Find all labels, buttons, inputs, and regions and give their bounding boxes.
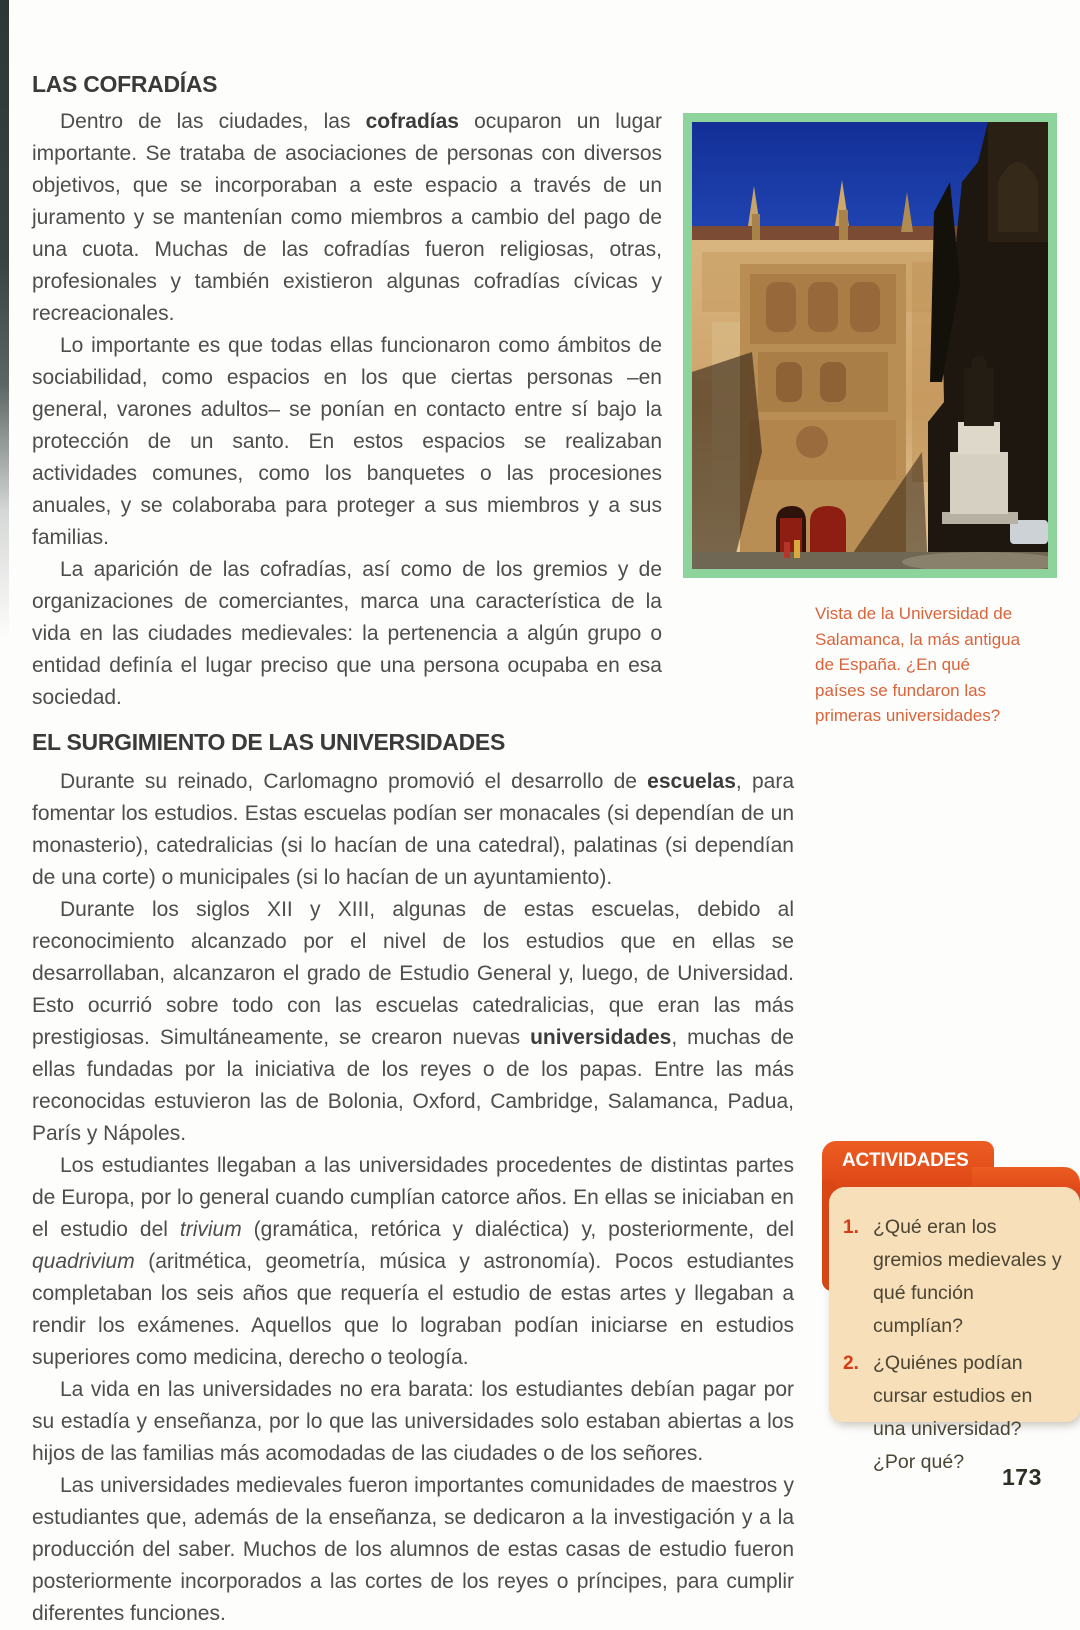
activity-number: 2. bbox=[843, 1353, 859, 1374]
page-number: 173 bbox=[1002, 1464, 1042, 1490]
activities-box bbox=[822, 1141, 1080, 1473]
body-paragraph: Las universidades medievales fueron importantes comunidades de maestros y estudiantes que, además de la enseñanza, se dedicaron a la investigación y a la producción del saber. Muchos de los alumnos de estas casas de estudio fueron posteriormente incorporados a las cortes de los reyes o príncipes, para cumplir diferentes funciones. bbox=[32, 1474, 794, 1625]
activity-number: 1. bbox=[843, 1217, 859, 1238]
activity-text: ¿Quiénes podían cursar estudios en una universidad? ¿Por qué? bbox=[873, 1352, 1033, 1473]
body-paragraph: Dentro de las ciudades, las cofradías ocuparon un lugar importante. Se trataba de asociaciones de personas con diversos objetivos, que se incorporaban a este espacio a través de un juramento y se mantenían como miembros a cambio del pago de una cuota. Muchas de las cofradías fueron religiosas, otras, profesionales y también existieron algunas cofradías cívicas y recreacionales. bbox=[32, 110, 662, 325]
activity-item bbox=[839, 1347, 1068, 1479]
activity-text: ¿Qué eran los gremios medievales y qué función cumplían? bbox=[873, 1216, 1062, 1337]
section-universidades-body bbox=[32, 766, 794, 1630]
section-heading-cofradias: LAS COFRADÍAS bbox=[32, 71, 218, 97]
body-paragraph: Durante su reinado, Carlomagno promovió el desarrollo de escuelas, para fomentar los estudios. Estas escuelas podían ser monacales (si dependían de un monasterio), catedralicias (si lo hacían de una catedral), palatinas (si dependían de una corte) o municipales (si lo hacían de un ayuntamiento). bbox=[32, 770, 795, 889]
activities-title: ACTIVIDADES bbox=[842, 1150, 969, 1171]
section-cofradias-body bbox=[32, 106, 662, 714]
salamanca-university-photo bbox=[683, 113, 1057, 578]
body-paragraph: Lo importante es que todas ellas funcionaron como ámbitos de sociabilidad, como espacios en los que ciertas personas –en general, varones adultos– se ponían en contacto entre sí bajo la protección de un santo. En estos espacios se realizaban actividades comunes, como los banquetes o las procesiones anuales, y se colaboraba para proteger a sus miembros y a sus familias. bbox=[32, 334, 662, 549]
body-paragraph: Los estudiantes llegaban a las universidades procedentes de distintas partes de Europa, por lo general cuando cumplían catorce años. En ellas se iniciaban en el estudio del trivium (gramática, retórica y dialéctica) y, posteriormente, del quadrivium (aritmética, geometría, música y astronomía). Pocos estudiantes completaban los seis años que requería el estudio de estas artes y llegaban a rendir los exámenes. Aquellos que lo lograban podían iniciarse en estudios superiores como medicina, derecho o teología. bbox=[32, 1154, 795, 1369]
activities-body bbox=[829, 1187, 1080, 1473]
activity-item bbox=[839, 1211, 1068, 1343]
photo-caption: Vista de la Universidad de Salamanca, la más antigua de España. ¿En qué países se fundaron las primeras universidades? bbox=[815, 604, 1021, 725]
page-binding-shadow bbox=[0, 0, 9, 640]
section-heading-universidades: EL SURGIMIENTO DE LAS UNIVERSIDADES bbox=[32, 729, 505, 755]
body-paragraph: La aparición de las cofradías, así como de los gremios y de organizaciones de comerciantes, marca una característica de la vida en las ciudades medievales: la pertenencia a algún grupo o entidad definía el lugar preciso que una persona ocupaba en esa sociedad. bbox=[32, 558, 662, 709]
body-paragraph: La vida en las universidades no era barata: los estudiantes debían pagar por su estadía y enseñanza, por lo que las universidades solo estaban abiertas a los hijos de las familias más acomodadas de las ciudades o de los señores. bbox=[32, 1378, 794, 1465]
body-paragraph: Durante los siglos XII y XIII, algunas de estas escuelas, debido al reconocimiento alcanzado por el nivel de los estudios que en ellas se desarrollaban, alcanzaron el grado de Estudio General y, luego, de Universidad. Esto ocurrió sobre todo con las escuelas catedralicias, que eran las más prestigiosas. Simultáneamente, se crearon nuevas universidades, muchas de ellas fundadas por la iniciativa de los reyes o de los papas. Entre las más reconocidas estuvieron las de Bolonia, Oxford, Cambridge, Salamanca, Padua, París y Nápoles. bbox=[32, 898, 794, 1145]
salamanca-photo-illustration bbox=[692, 122, 1048, 569]
main-text-column bbox=[32, 70, 794, 1630]
